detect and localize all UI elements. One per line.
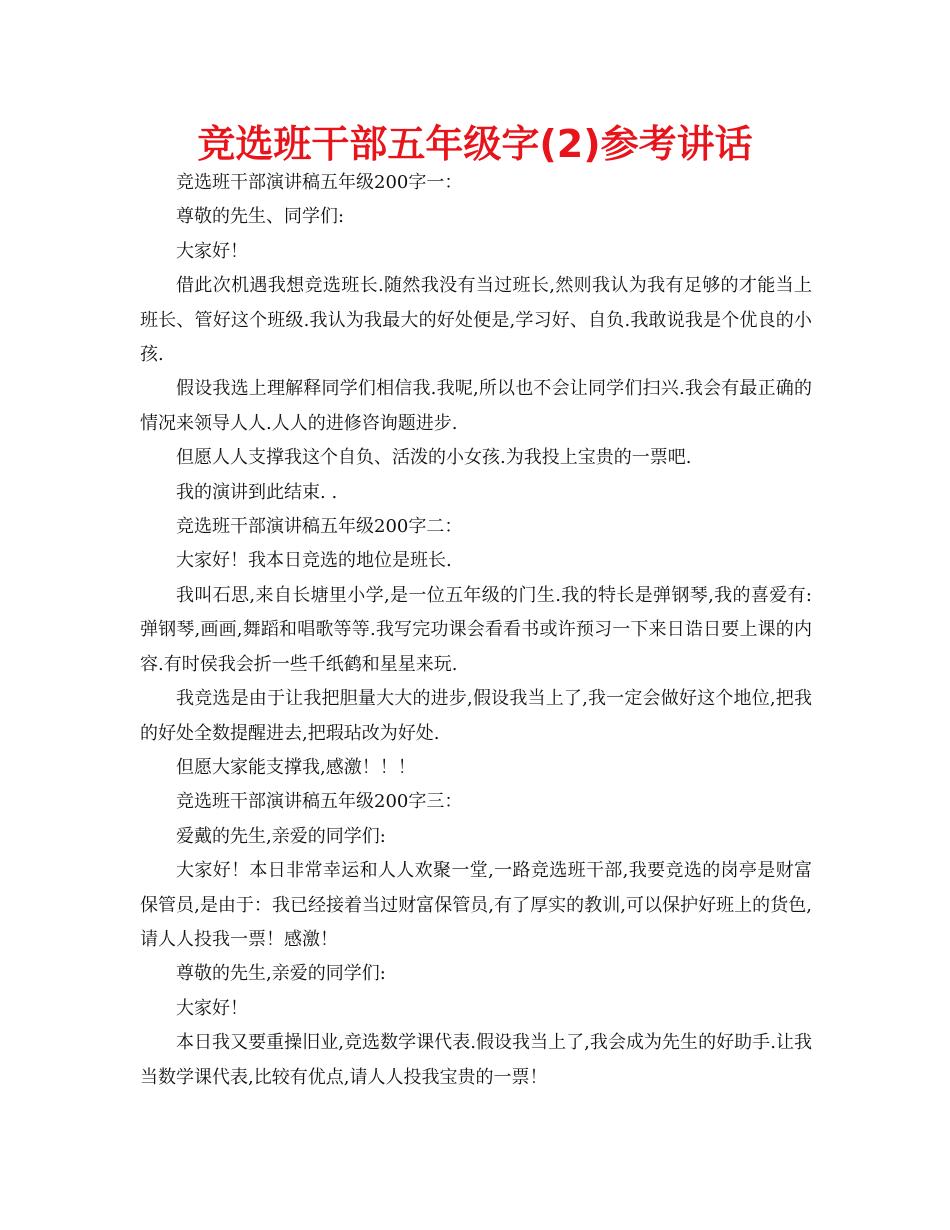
paragraph: 大家好！我本日竞选的地位是班长.: [176, 550, 452, 572]
paragraph: 大家好！本日非常幸运和人人欢聚一堂,一路竞选班干部,我要竞选的岗亭是财富保管员,是由于：我已经接着当过财富保管员,有了厚实的教训,可以保护好班上的货色,请人人投我一票！感激！: [140, 860, 812, 950]
paragraph: 本日我又要重操旧业,竞选数学课代表.假设我当上了,我会成为先生的好助手.让我当数学课代表,比较有优点,请人人投我宝贵的一票！: [140, 1032, 812, 1088]
paragraph: 尊敬的先生、同学们:: [176, 206, 345, 228]
paragraph: 大家好！: [176, 240, 248, 262]
paragraph: 尊敬的先生,亲爱的同学们:: [176, 963, 386, 985]
paragraph: 爱戴的先生,亲爱的同学们:: [176, 825, 386, 847]
paragraph: 但愿人人支撑我这个自负、活泼的小女孩.为我投上宝贵的一票吧.: [176, 447, 692, 469]
paragraph: 竞选班干部演讲稿五年级200字三：: [176, 791, 463, 813]
paragraph: 竞选班干部演讲稿五年级200字一：: [176, 172, 463, 193]
paragraph: 假设我选上理解释同学们相信我.我呢,所以也不会让同学们扫兴.我会有最正确的情况来领导人人.人人的进修咨询题进步.: [140, 378, 812, 434]
paragraph: 竞选班干部演讲稿五年级200字二：: [176, 516, 463, 538]
paragraph: 但愿大家能支撑我,感激！！！: [176, 756, 416, 778]
paragraph: 我的演讲到此结束. .: [176, 481, 338, 503]
paragraph: 我竞选是由于让我把胆量大大的进步,假设我当上了,我一定会做好这个地位,把我的好处全数提醒进去,把瑕玷改为好处.: [140, 688, 812, 744]
paragraph: 我叫石思,来自长塘里小学,是一位五年级的门生.我的特长是弹钢琴,我的喜爱有:弹钢琴,画画,舞蹈和唱歌等等.我写完功课会看看书或许预习一下来日诰日要上课的内容.有时侯我会折一些千纸鹤和星星来玩.: [140, 584, 812, 675]
page-title: 竞选班干部五年级字(2)参考讲话: [197, 122, 753, 166]
paragraph: 借此次机遇我想竞选班长.随然我没有当过班长,然则我认为我有足够的才能当上班长、管好这个班级.我认为我最大的好处便是,学习好、自负.我敢说我是个优良的小孩.: [140, 275, 812, 366]
paragraph: 大家好！: [176, 997, 248, 1019]
document-body: [140, 166, 812, 1095]
